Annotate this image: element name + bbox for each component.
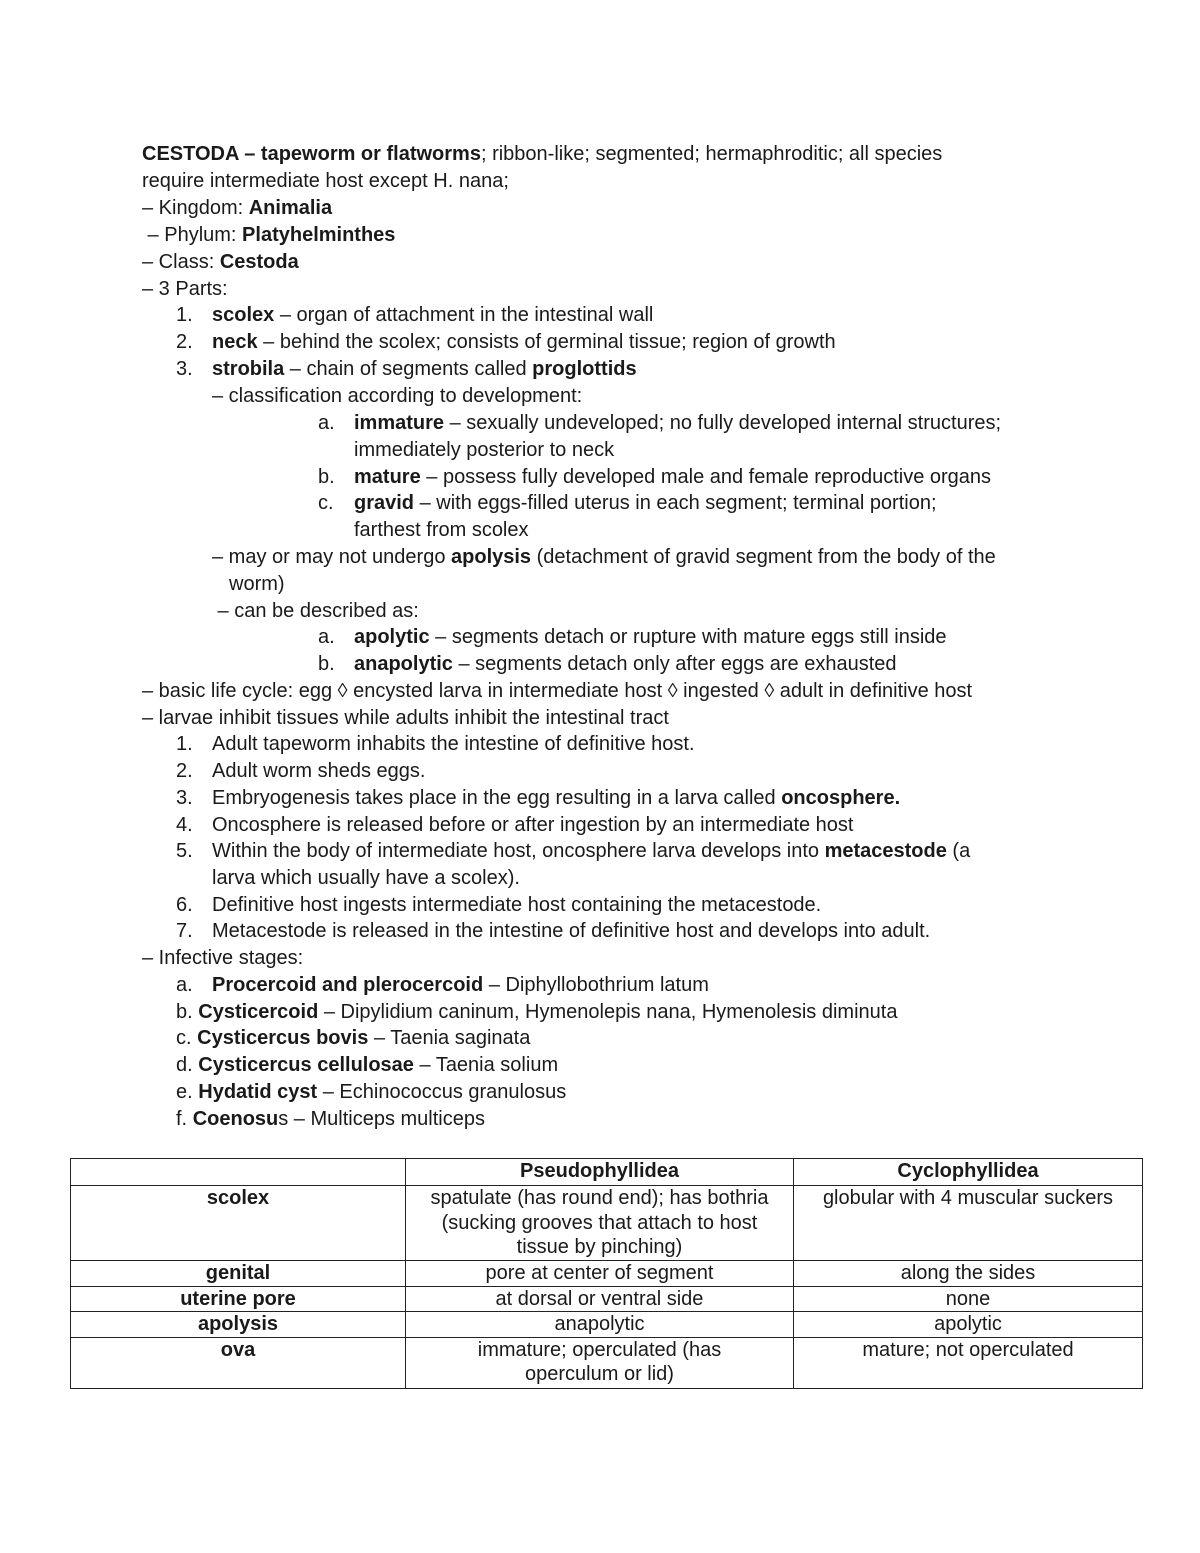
described-term: anapolytic <box>354 653 453 675</box>
infective-term: Cysticercoid <box>198 1001 319 1023</box>
step-number: 4. <box>176 814 193 836</box>
infective-item <box>176 999 897 1026</box>
apolysis-prefix: – may or may not undergo <box>212 546 452 568</box>
step-text: Oncosphere is released before or after ingestion by an intermediate host <box>212 814 854 836</box>
step-term: metacestode <box>824 840 947 862</box>
infective-species: – Multiceps multiceps <box>288 1108 485 1130</box>
step-number: 3. <box>176 787 193 809</box>
infective-letter: b. <box>176 1001 193 1023</box>
step-text: Adult worm sheds eggs. <box>212 760 426 782</box>
infective-item <box>176 972 709 999</box>
step-text: Adult tapeworm inhabits the intestine of definitive host. <box>212 733 695 755</box>
dev-item-continuation: farthest from scolex <box>354 519 529 541</box>
comparison-table <box>70 1158 1143 1389</box>
part-item <box>176 356 637 383</box>
dev-description: – sexually undeveloped; no fully developed internal structures; <box>444 412 1002 434</box>
step-number: 2. <box>176 760 193 782</box>
part-term: strobila <box>212 358 285 380</box>
step-text: Embryogenesis takes place in the egg resulting in a larva called <box>212 787 782 809</box>
step-text: Within the body of intermediate host, oncosphere larva develops into <box>212 840 825 862</box>
infective-term: Coenosu <box>192 1108 279 1130</box>
infective-term: Cysticercus cellulosae <box>198 1054 414 1076</box>
infective-species: – Taenia saginata <box>368 1027 531 1049</box>
part-number: 1. <box>176 304 193 326</box>
infective-letter: d. <box>176 1054 193 1076</box>
infective-item <box>176 1052 558 1079</box>
described-letter: b. <box>318 653 335 675</box>
dev-term: immature <box>354 412 445 434</box>
step-number: 6. <box>176 894 193 916</box>
taxonomy-label: – Phylum: <box>142 224 243 246</box>
table-header-cell: Pseudophyllidea <box>406 1159 794 1186</box>
table-cell: pore at center of segment <box>406 1261 794 1287</box>
infective-letter: f. <box>176 1108 188 1130</box>
row-label: apolysis <box>71 1312 406 1338</box>
dev-item <box>318 490 937 517</box>
part-term: neck <box>212 331 258 353</box>
table-cell: at dorsal or ventral side <box>406 1286 794 1312</box>
intro-title: CESTODA – tapeworm or flatworms <box>142 143 481 165</box>
table-header-cell: Cyclophyllidea <box>794 1159 1143 1186</box>
dev-description: – possess fully developed male and female reproductive organs <box>420 466 992 488</box>
table-cell: apolytic <box>794 1312 1143 1338</box>
life-step-continuation: larva which usually have a scolex). <box>212 867 520 889</box>
infective-term: Cysticercus bovis <box>197 1027 369 1049</box>
described-item <box>318 651 897 678</box>
infective-species: – Dipylidium caninum, Hymenolepis nana, Hymenolesis diminuta <box>318 1001 898 1023</box>
taxonomy-label: – Class: <box>142 251 220 273</box>
table-header-row <box>71 1159 1143 1186</box>
classification-heading: – classification according to development: <box>212 385 583 407</box>
part-description: – chain of segments called <box>284 358 533 380</box>
step-text: (a <box>946 840 971 862</box>
taxonomy-kingdom <box>142 195 332 222</box>
part-number: 3. <box>176 358 193 380</box>
table-row <box>71 1261 1143 1287</box>
dev-letter: a. <box>318 412 335 434</box>
dev-item <box>318 410 1001 437</box>
dev-item-continuation: immediately posterior to neck <box>354 439 615 461</box>
apolysis-continuation: worm) <box>229 573 285 595</box>
part-term: proglottids <box>532 358 637 380</box>
described-letter: a. <box>318 626 335 648</box>
apolysis-description: (detachment of gravid segment from the body of the <box>531 546 996 568</box>
life-step <box>176 812 853 839</box>
table-row <box>71 1337 1143 1388</box>
infective-letter: e. <box>176 1081 193 1103</box>
table-cell: mature; not operculated <box>794 1337 1143 1388</box>
step-number: 5. <box>176 840 193 862</box>
infective-letter: a. <box>176 974 193 996</box>
life-step <box>176 758 425 785</box>
table-header-cell <box>71 1159 406 1186</box>
part-description: – behind the scolex; consists of germinal tissue; region of growth <box>257 331 836 353</box>
row-label: ova <box>71 1337 406 1388</box>
dev-description: – with eggs-filled uterus in each segment; terminal portion; <box>414 492 937 514</box>
infective-species: – Taenia solium <box>413 1054 559 1076</box>
described-term: apolytic <box>354 626 430 648</box>
part-item <box>176 329 836 356</box>
step-number: 1. <box>176 733 193 755</box>
part-description: – organ of attachment in the intestinal wall <box>274 304 654 326</box>
table-row <box>71 1286 1143 1312</box>
life-step <box>176 731 695 758</box>
infective-term-suffix: s <box>278 1108 289 1130</box>
infective-item <box>176 1079 566 1106</box>
infective-term: Procercoid and plerocercoid <box>212 974 484 996</box>
intro-line <box>142 141 942 168</box>
table-cell: spatulate (has round end); has bothria (sucking grooves that attach to host tissue by pinching) <box>406 1186 794 1261</box>
row-label: uterine pore <box>71 1286 406 1312</box>
infective-species: – Diphyllobothrium latum <box>483 974 709 996</box>
step-number: 7. <box>176 920 193 942</box>
dev-item <box>318 464 991 491</box>
step-term: oncosphere. <box>781 787 901 809</box>
infective-item <box>176 1106 485 1133</box>
life-cycle-line: – basic life cycle: egg ◊ encysted larva in intermediate host ◊ ingested ◊ adult in definitive host <box>142 680 973 702</box>
taxonomy-phylum <box>142 222 395 249</box>
table-cell: none <box>794 1286 1143 1312</box>
part-item <box>176 302 653 329</box>
taxonomy-value: Animalia <box>248 197 333 219</box>
taxonomy-label: – Kingdom: <box>142 197 249 219</box>
life-step <box>176 838 970 865</box>
described-heading: – can be described as: <box>212 600 419 622</box>
step-text: Metacestode is released in the intestine of definitive host and develops into adult. <box>212 920 931 942</box>
intro-continuation: require intermediate host except H. nana; <box>142 170 509 192</box>
infective-item <box>176 1025 530 1052</box>
infective-term: Hydatid cyst <box>198 1081 318 1103</box>
infective-heading: – Infective stages: <box>142 947 304 969</box>
dev-term: gravid <box>354 492 415 514</box>
life-step <box>176 918 930 945</box>
described-description: – segments detach or rupture with mature eggs still inside <box>429 626 947 648</box>
taxonomy-value: Cestoda <box>219 251 299 273</box>
taxonomy-value: Platyhelminthes <box>242 224 396 246</box>
described-item <box>318 624 947 651</box>
part-term: scolex <box>212 304 275 326</box>
table-cell: along the sides <box>794 1261 1143 1287</box>
table-row <box>71 1312 1143 1338</box>
dev-term: mature <box>354 466 421 488</box>
row-label: genital <box>71 1261 406 1287</box>
dev-letter: b. <box>318 466 335 488</box>
parts-heading: – 3 Parts: <box>142 278 228 300</box>
dev-letter: c. <box>318 492 334 514</box>
infective-species: – Echinococcus granulosus <box>317 1081 567 1103</box>
life-step <box>176 785 900 812</box>
part-number: 2. <box>176 331 193 353</box>
apolysis-line <box>212 544 996 571</box>
apolysis-term: apolysis <box>451 546 532 568</box>
row-label: scolex <box>71 1186 406 1261</box>
table-cell: immature; operculated (has operculum or lid) <box>406 1337 794 1388</box>
life-step <box>176 892 821 919</box>
table-cell: globular with 4 muscular suckers <box>794 1186 1143 1261</box>
described-description: – segments detach only after eggs are exhausted <box>452 653 897 675</box>
intro-description: ; ribbon-like; segmented; hermaphroditic; all species <box>480 143 943 165</box>
infective-letter: c. <box>176 1027 192 1049</box>
taxonomy-class <box>142 249 299 276</box>
table-row <box>71 1186 1143 1261</box>
larvae-line: – larvae inhibit tissues while adults inhibit the intestinal tract <box>142 707 669 729</box>
table-cell: anapolytic <box>406 1312 794 1338</box>
step-text: Definitive host ingests intermediate host containing the metacestode. <box>212 894 822 916</box>
